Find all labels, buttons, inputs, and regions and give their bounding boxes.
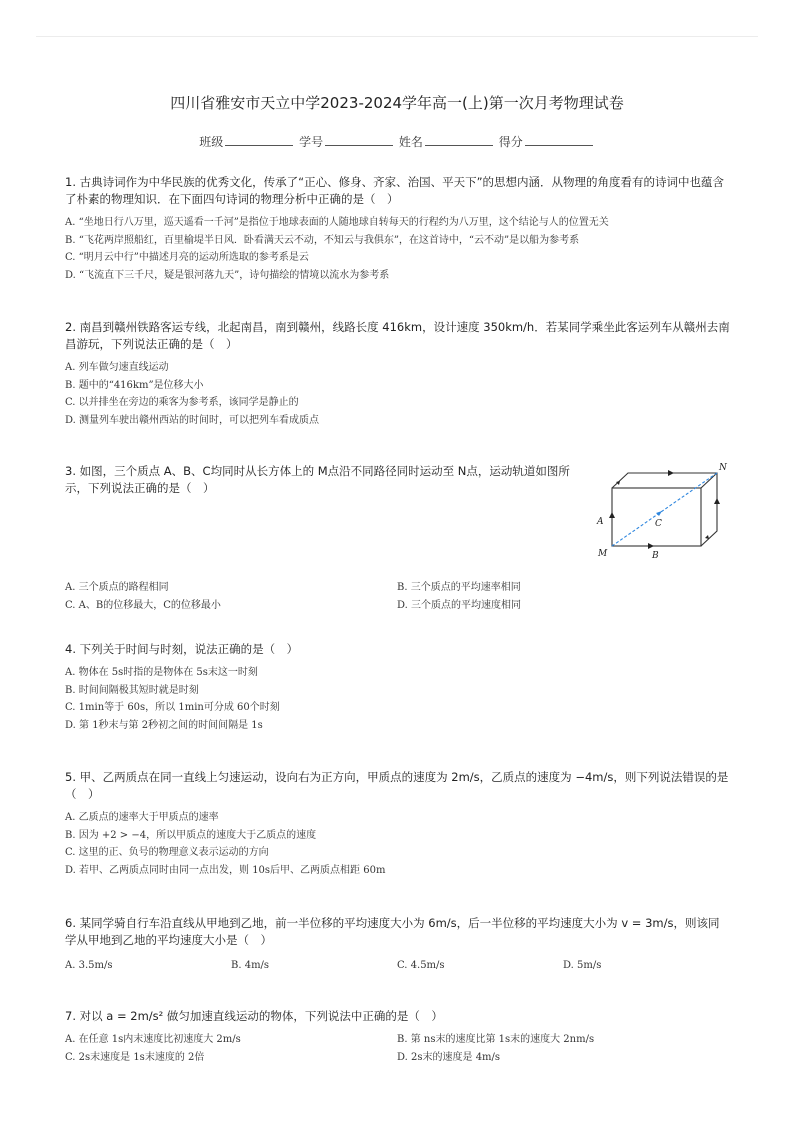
option-a: A. “坐地日行八万里，巡天遥看一千河”是指位于地球表面的人随地球自转每天的行程约为八万里，这个结论与人的位置无关	[65, 217, 609, 228]
label-c: C	[655, 519, 662, 529]
option-a: A. 3.5m/s	[65, 960, 113, 971]
score-label: 得分	[498, 135, 523, 149]
option-b: B. 题中的“416km”是位移大小	[65, 379, 204, 391]
option-d: D. 若甲、乙两质点同时由同一点出发，则 10s后甲、乙两质点相距 60m	[65, 864, 386, 876]
page-title: 四川省雅安市天立中学2023-2024学年高一(上)第一次月考物理试卷	[170, 94, 624, 112]
question-stem: 2. 南昌到赣州铁路客运专线，北起南昌，南到赣州，线路长度 416km，设计速度 350km/h．若某同学乘坐此客运列车从赣州去南昌游玩，下列说法正确的是（ ）	[65, 320, 730, 351]
student-id-label: 学号	[299, 135, 324, 149]
student-info-line	[0, 133, 794, 150]
question-4	[65, 641, 730, 734]
score-blank	[525, 135, 593, 146]
option-list	[65, 579, 730, 614]
option-d: D. 测量列车驶出赣州西站的时间时，可以把列车看成质点	[65, 414, 320, 426]
option-a: A. 三个质点的路程相同	[65, 582, 169, 593]
option-d: D. 三个质点的平均速度相同	[397, 599, 522, 611]
label-n: N	[719, 463, 727, 473]
question-stem: 3. 如图，三个质点 A、B、C均同时从长方体上的 M点沿不同路径同时运动至 N点，运动轨道如图所示，下列说法正确的是（ ）	[65, 464, 570, 495]
question-stem: 1. 古典诗词作为中华民族的优秀文化，传承了“正心、修身、齐家、治国、平天下”的思想内涵．从物理的角度看有的诗词中也蕴含了朴素的物理知识．在下面四句诗词的物理分析中正确的是（ ）	[65, 175, 725, 206]
option-a: A. 在任意 1s内末速度比初速度大 2m/s	[65, 1034, 241, 1045]
question-5	[65, 769, 730, 879]
option-list	[65, 214, 730, 284]
question-2	[65, 319, 730, 429]
option-b: B. 因为 +2 > −4，所以甲质点的速度大于乙质点的速度	[65, 829, 317, 841]
question-stem: 7. 对以 a = 2m/s² 做匀加速直线运动的物体，下列说法中正确的是（ ）	[65, 1009, 443, 1023]
arrow-right-icon	[668, 470, 674, 476]
option-d: D. 第 1秒末与第 2秒初之间的时间间隔是 1s	[65, 719, 263, 731]
option-c: C. 4.5m/s	[397, 960, 445, 971]
option-d: D. 5m/s	[563, 960, 602, 971]
question-7	[65, 1008, 730, 1066]
question-1	[65, 174, 730, 284]
class-label: 班级	[199, 135, 224, 149]
option-list	[65, 359, 730, 429]
option-c: C. 这里的正、负号的物理意义表示运动的方向	[65, 847, 269, 858]
option-b: B. 第 ns末的速度比第 1s末的速度大 2nm/s	[397, 1034, 595, 1045]
option-a: A. 乙质点的速率大于甲质点的速率	[65, 812, 219, 823]
label-a: A	[597, 517, 604, 527]
option-b: B. 时间间隔极其短时就是时刻	[65, 684, 199, 696]
option-list	[65, 957, 730, 975]
student-id-blank	[325, 135, 393, 146]
name-blank	[425, 135, 493, 146]
option-c: C. 以并排坐在旁边的乘客为参考系，该同学是静止的	[65, 397, 299, 408]
question-stem: 6. 某同学骑自行车沿直线从甲地到乙地，前一半位移的平均速度大小为 6m/s，后一半位移的平均速度大小为 v = 3m/s，则该同学从甲地到乙地的平均速度大小是（ ）	[65, 916, 720, 947]
arrow-diagonal-icon	[705, 535, 709, 539]
question-stem: 4. 下列关于时间与时刻，说法正确的是（ ）	[65, 642, 299, 656]
option-c: C. 2s末速度是 1s末速度的 2倍	[65, 1051, 205, 1063]
header-divider	[36, 36, 758, 37]
option-c: C. “明月云中行”中描述月亮的运动所选取的参考系是云	[65, 252, 309, 263]
option-c: C. A、B的位移最大，C的位移最小	[65, 599, 221, 611]
option-a: A. 物体在 5s时指的是物体在 5s末这一时刻	[65, 667, 258, 678]
arrow-diagonal-icon	[656, 511, 662, 516]
name-label: 姓名	[398, 135, 423, 149]
option-list	[65, 1031, 730, 1066]
question-6	[65, 915, 730, 975]
question-stem: 5. 甲、乙两质点在同一直线上匀速运动，设向右为正方向，甲质点的速度为 2m/s，乙质点的速度为 −4m/s，则下列说法错误的是（ ）	[65, 770, 729, 801]
arrow-right-icon	[648, 543, 654, 549]
option-c: C. 1min等于 60s，所以 1min可分成 60个时刻	[65, 702, 280, 713]
cuboid-top-right-edge	[701, 473, 717, 488]
cuboid-path-diagram	[590, 460, 730, 565]
option-b: B. 4m/s	[231, 960, 270, 971]
class-blank	[225, 135, 293, 146]
option-list	[65, 664, 730, 734]
option-a: A. 列车做匀速直线运动	[65, 362, 169, 373]
arrow-up-icon	[609, 512, 615, 518]
option-b: B. “飞花两岸照船红，百里榆堤半日风．卧看满天云不动，不知云与我俱东”，在这首诗中，“云不动”是以船为参考系	[65, 234, 580, 246]
option-d: D. 2s末的速度是 4m/s	[397, 1051, 501, 1063]
option-d: D. “飞流直下三千尺，疑是银河落九天”，诗句描绘的情境以流水为参考系	[65, 269, 390, 281]
option-list	[65, 809, 730, 879]
label-m: M	[598, 549, 608, 559]
option-b: B. 三个质点的平均速率相同	[397, 582, 521, 593]
label-b: B	[652, 551, 659, 561]
arrow-up-icon	[714, 498, 720, 504]
